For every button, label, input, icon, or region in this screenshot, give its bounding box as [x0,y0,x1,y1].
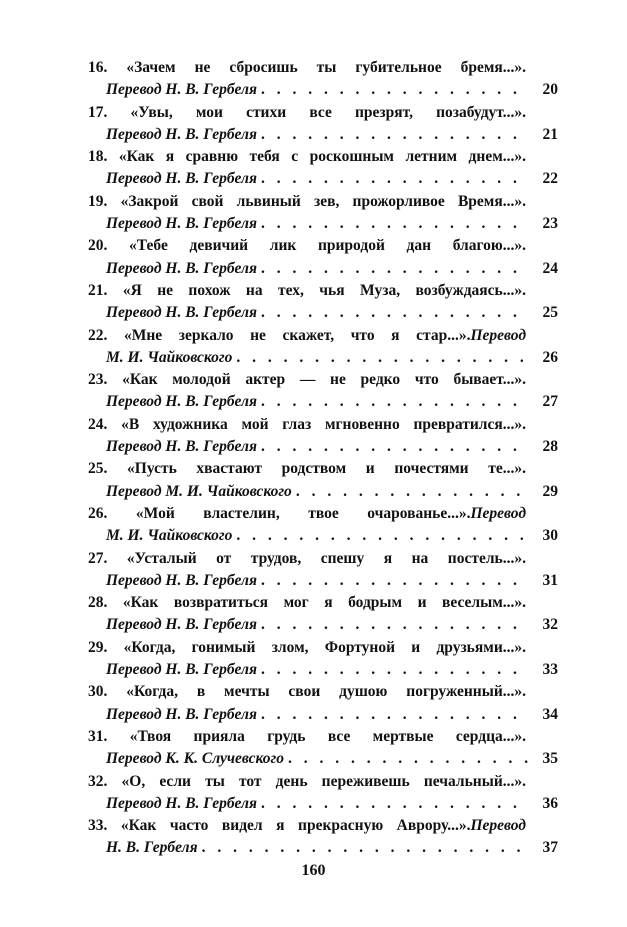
toc-entry [88,815,558,860]
dot-leader [261,391,528,413]
toc-entry-number: 23. [88,371,108,389]
toc-entry-number: 17. [88,103,108,121]
toc-entry-page: 26 [542,348,558,366]
toc-entry-title: «Когда, в мечты свои душою погруженный...». [126,683,526,701]
toc-entry-number: 29. [88,638,108,656]
toc-entry-number: 33. [88,817,108,835]
toc-entry-title: «Усталый от трудов, спешу я на постель...». [126,549,526,567]
dot-leader [261,436,528,458]
toc-entry-title: «В художника мой глаз мгновенно превратился...». [121,415,527,433]
toc-entry-number: 28. [88,594,108,612]
toc-entry-title: «Как молодой актер — не редко что бывает...». [122,371,526,389]
toc-entry-title: «Увы, мои стихи все презрят, позабудут...». [130,103,526,121]
toc-entry [88,369,558,414]
toc-entry-page: 28 [542,438,558,456]
toc-entry-translator: Перевод Н. В. Гербеля [106,215,257,233]
toc-entry-title: «Мне зеркало не скажет, что я стар...». [123,326,471,344]
toc-entry-title-line [88,191,526,213]
toc-entry-translation-line [88,570,558,592]
toc-entry-title-line [88,726,526,748]
toc-entry-translation-line [88,168,558,190]
toc-entry-translator: Перевод Н. В. Гербеля [106,393,257,411]
toc-entry-page: 22 [542,170,558,188]
toc-entry-title-line [88,815,526,837]
toc-entry-number: 22. [88,326,108,344]
toc-entry-number: 19. [88,192,108,210]
toc-entry [88,458,558,503]
toc-entry-title-line [88,637,526,659]
toc-entry-title: «Когда, гонимый злом, Фортуной и друзьями...». [123,638,527,656]
toc-entry-title-line [88,325,526,347]
toc-entry-translation-line [88,213,558,235]
toc-entry-title-line [88,503,526,525]
toc-entry-translation-line [88,837,558,859]
toc-entry-translator: Перевод Н. В. Гербеля [106,304,257,322]
toc-entry-title: «Мой властелин, твое очарованье...». [135,504,471,522]
table-of-contents [88,57,558,860]
toc-entry-page: 33 [542,661,558,679]
toc-entry [88,102,558,147]
toc-entry-title-line [88,146,526,168]
dot-leader [288,748,528,770]
dot-leader [261,302,528,324]
toc-entry-number: 27. [88,549,108,567]
toc-entry-page: 29 [542,482,558,500]
toc-entry-title: «О, если ты тот день переживешь печальный...». [121,772,527,790]
toc-entry-translation-line [88,391,558,413]
toc-entry-translator: Перевод Н. В. Гербеля [106,616,257,634]
toc-entry-translation-line [88,704,558,726]
dot-leader [261,659,528,681]
toc-entry-title: «Закрой свой львиный зев, прожорливое Время...». [120,192,527,210]
toc-entry-translator: Перевод Н. В. Гербеля [106,705,257,723]
dot-leader [202,837,528,859]
toc-entry-translation-line [88,258,558,280]
toc-entry-title: «Как я сравню тебя с роскошным летним днем...». [118,148,527,166]
toc-entry-translator: Перевод Н. В. Гербеля [106,81,257,99]
toc-entry-number: 18. [88,148,108,166]
toc-entry-translation-line [88,347,558,369]
toc-entry-title-line [88,235,526,257]
toc-entry-page: 24 [542,259,558,277]
dot-leader [261,79,528,101]
toc-entry-translator: Перевод Н. В. Гербеля [106,571,257,589]
dot-leader [261,124,528,146]
dot-leader [236,525,528,547]
toc-entry-title-line [88,458,526,480]
toc-entry-page: 21 [542,125,558,143]
toc-entry-page: 32 [542,616,558,634]
toc-entry-translator: Н. В. Гербеля [106,839,198,857]
toc-entry-translator: Перевод Н. В. Гербеля [106,794,257,812]
toc-entry-title: «Пусть хвастают родством и почестями те...». [127,460,526,478]
toc-entry [88,325,558,370]
dot-leader [296,481,528,503]
toc-entry [88,235,558,280]
toc-entry [88,548,558,593]
toc-entry [88,592,558,637]
toc-entry-number: 31. [88,727,108,745]
toc-entry [88,503,558,548]
dot-leader [236,347,528,369]
toc-entry [88,280,558,325]
toc-entry-title-line [88,771,526,793]
toc-entry [88,681,558,726]
toc-entry-page: 23 [542,215,558,233]
toc-entry-number: 24. [88,415,108,433]
toc-entry-translator: Перевод Н. В. Гербеля [106,438,257,456]
toc-entry-title-line [88,592,526,614]
toc-entry-translation-line [88,614,558,636]
toc-entry-page: 35 [542,750,558,768]
toc-entry-translation-line [88,525,558,547]
toc-entry-number: 16. [88,59,108,76]
toc-entry-title: «Как часто видел я прекрасную Аврору...». [120,817,471,835]
toc-entry-page: 30 [542,527,558,545]
toc-entry-translator: Перевод К. К. Случевского [106,750,284,768]
toc-entry-number: 30. [88,683,108,701]
toc-entry-title: «Тебе девичий лик природой дан благою...». [129,237,527,255]
toc-entry [88,191,558,236]
toc-entry-translator: Перевод М. И. Чайковского [106,482,292,500]
toc-entry-title: «Как возвратиться мог я бодрым и веселым...». [122,594,527,612]
toc-entry [88,771,558,816]
toc-entry [88,726,558,771]
toc-entry-page: 36 [542,794,558,812]
toc-entry-page: 20 [542,81,558,99]
toc-entry-title-line [88,369,526,391]
toc-entry-translator: Перевод Н. В. Гербеля [106,170,257,188]
toc-entry-translation-prefix: Перевод [470,817,526,835]
toc-entry-page: 25 [542,304,558,322]
toc-entry-translator: М. И. Чайковского [106,527,233,545]
toc-entry-translation-line [88,748,558,770]
toc-entry-page: 34 [542,705,558,723]
toc-entry-title: «Я не похож на тех, чья Муза, возбуждаясь...». [122,281,526,299]
dot-leader [261,258,528,280]
dot-leader [261,793,528,815]
toc-entry-translation-line [88,302,558,324]
page-number: 160 [301,862,326,879]
toc-entry-title: «Твоя приялa грудь все мертвые сердца...». [129,727,526,745]
toc-entry-translation-line [88,124,558,146]
dot-leader [261,570,528,592]
toc-entry-translation-line [88,659,558,681]
toc-entry-translation-prefix: Перевод [470,326,527,344]
toc-entry-translator: Перевод Н. В. Гербеля [106,661,257,679]
toc-entry-page: 27 [542,393,558,411]
toc-entry-number: 26. [88,504,108,522]
toc-entry-title-line [88,414,526,436]
dot-leader [261,614,528,636]
toc-entry-number: 25. [88,460,108,478]
toc-entry-page: 37 [542,839,558,857]
dot-leader [261,704,528,726]
toc-entry-number: 21. [88,281,108,299]
toc-entry-title: «Зачем не сбросишь ты губительное бремя...». [126,59,527,76]
toc-entry-title-line [88,57,526,79]
toc-entry-translator: Перевод Н. В. Гербеля [106,259,257,277]
toc-entry-number: 20. [88,237,108,255]
toc-entry-translation-line [88,436,558,458]
toc-entry [88,146,558,191]
dot-leader [261,168,528,190]
toc-entry-page: 31 [542,571,558,589]
toc-entry [88,637,558,682]
dot-leader [261,213,528,235]
toc-entry-translator: М. И. Чайковского [106,348,233,366]
toc-entry-number: 32. [88,772,108,790]
toc-entry-title-line [88,681,526,703]
toc-entry-translation-line [88,793,558,815]
toc-entry-translator: Перевод Н. В. Гербеля [106,125,257,143]
toc-entry-translation-line [88,481,558,503]
toc-entry [88,414,558,459]
toc-entry-translation-line [88,79,558,101]
toc-entry [88,57,558,102]
toc-entry-title-line [88,102,526,124]
toc-entry-title-line [88,280,526,302]
toc-entry-title-line [88,548,526,570]
toc-entry-translation-prefix: Перевод [470,504,527,522]
